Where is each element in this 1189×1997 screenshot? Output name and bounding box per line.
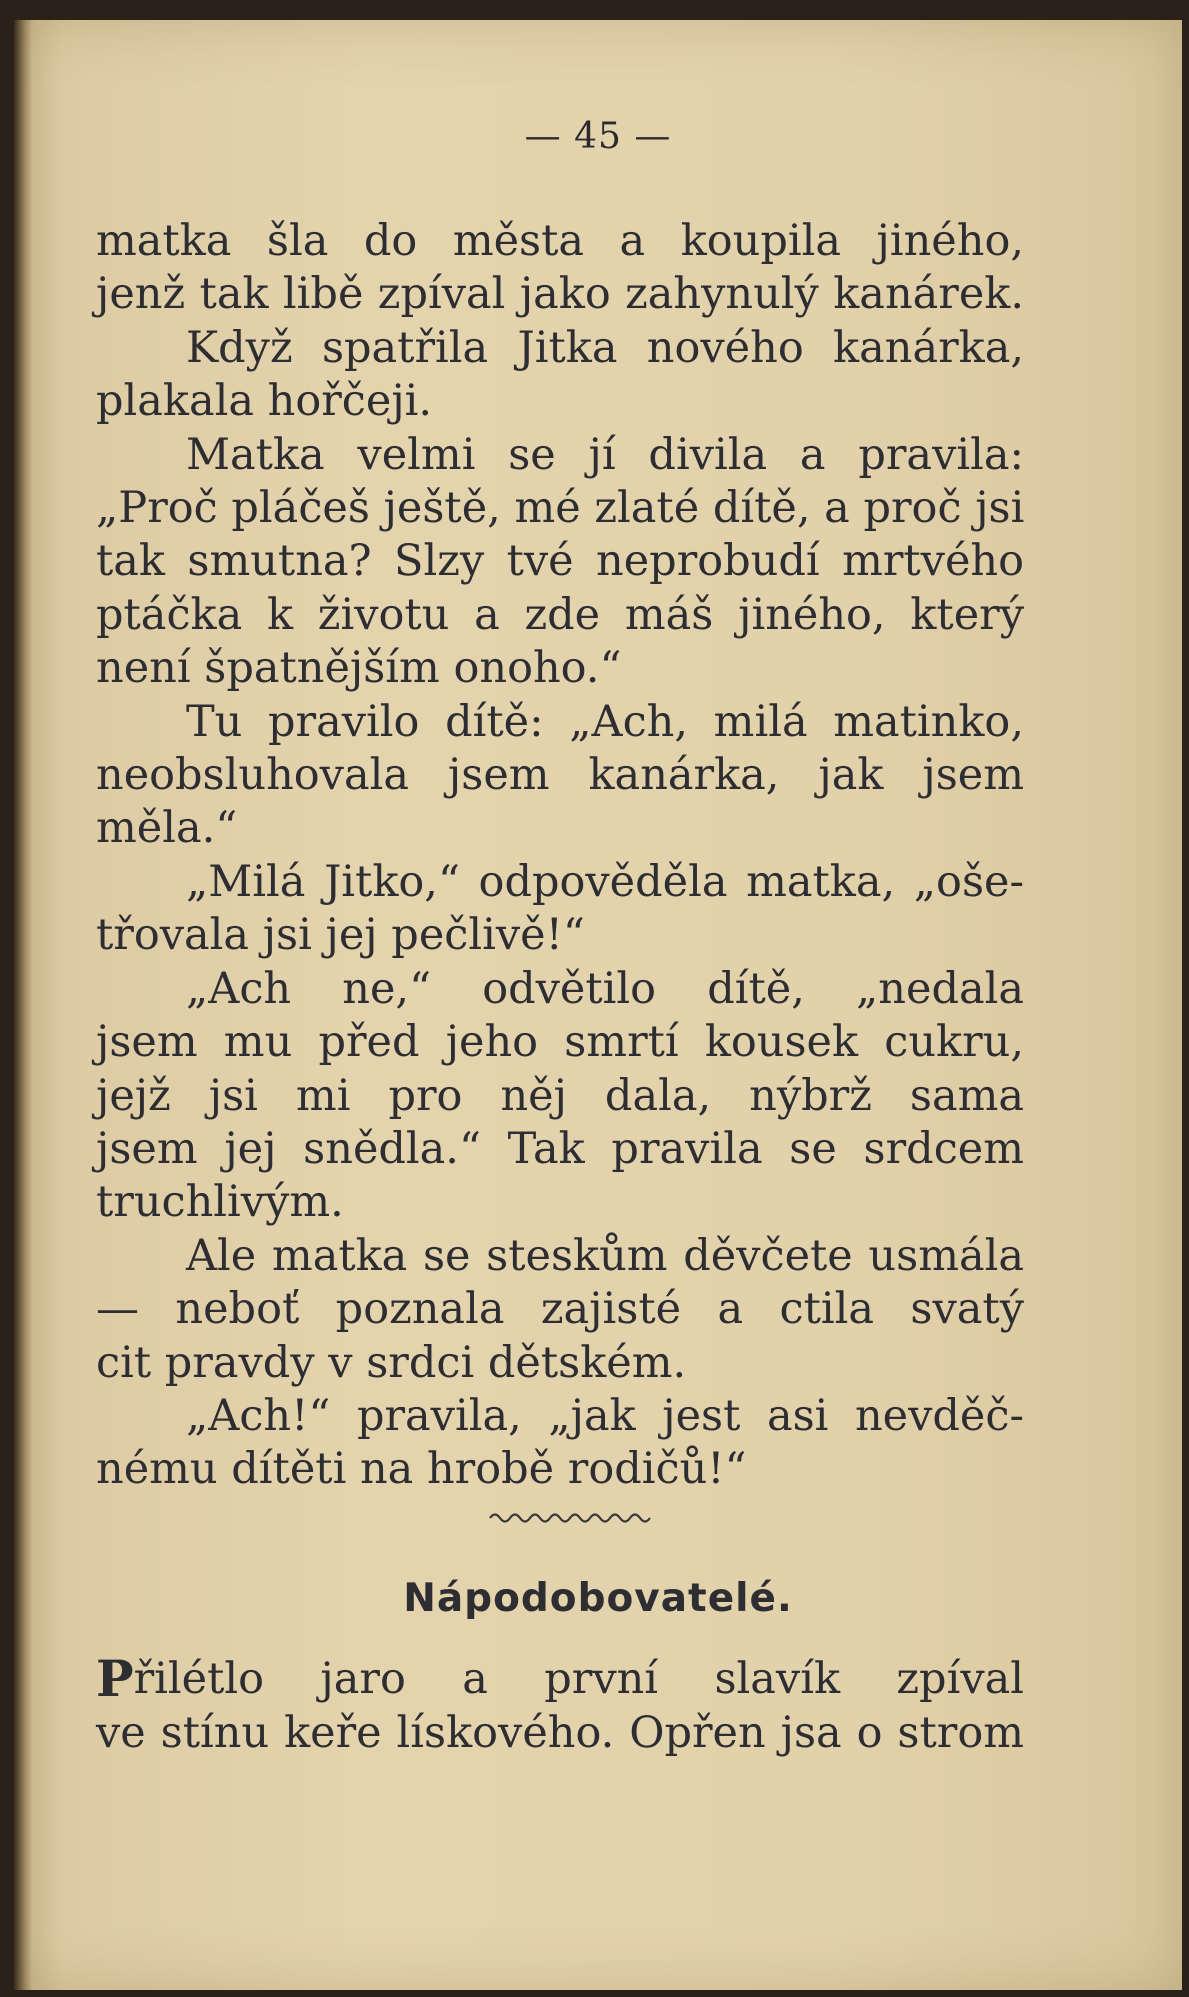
text-line: ptáčka k životu a zde máš jiného, který [96, 589, 1024, 640]
text-line: jenž tak libě zpíval jako zahynulý kanárek. [96, 269, 1024, 320]
section-text [96, 1649, 1024, 1760]
text-line: Když spatřila Jitka nového kanárka, [186, 322, 1024, 373]
text-line: „Ach ne,“ odvětilo dítě, „nedala [186, 963, 1024, 1014]
text-line-rest: řilétlo jaro a první slavík zpíval [133, 1654, 1024, 1704]
text-line: jsem jej snědla.“ Tak pravila se srdcem [96, 1123, 1024, 1174]
text-line: Matka velmi se jí divila a pravila: [186, 429, 1024, 480]
text-line: „Milá Jitko,“ odpověděla matka, „oše- [186, 856, 1024, 907]
text-line: třovala jsi jej pečlivě!“ [96, 910, 585, 961]
spine-shadow [14, 20, 32, 1990]
text-line: měla.“ [96, 803, 238, 854]
wavy-divider-ornament [488, 1508, 653, 1526]
section-title: Nápodobovatelé. [403, 1576, 793, 1621]
text-line: není špatnějším onoho.“ [96, 643, 622, 694]
text-line: neobsluhovala jsem kanárka, jak jsem [96, 750, 1024, 801]
text-line: jsem mu před jeho smrtí kousek cukru, [96, 1017, 1024, 1068]
text-line: plakala hořčeji. [96, 376, 433, 427]
story-text [96, 215, 1024, 1497]
page-number: — 45 — [524, 116, 672, 157]
text-line: ve stínu keře lískového. Opřen jsa o strom [96, 1708, 1024, 1758]
text-line: jejž jsi mi pro něj dala, nýbrž sama [96, 1070, 1024, 1121]
drop-cap: P [96, 1649, 134, 1708]
text-line: truchlivým. [96, 1177, 344, 1228]
text-line: nému dítěti na hrobě rodičů!“ [96, 1444, 747, 1495]
text-line: tak smutna? Slzy tvé neprobudí mrtvého [96, 536, 1024, 587]
text-line: Ale matka se steskům děvčete usmála [186, 1230, 1024, 1281]
text-line: cit pravdy v srdci dětském. [96, 1337, 687, 1388]
text-line: matka šla do města a koupila jiného, [96, 216, 1024, 266]
text-line: „Proč pláčeš ještě, mé zlaté dítě, a proč jsi [96, 483, 1025, 534]
text-line: Tu pravilo dítě: „Ach, milá matinko, [186, 696, 1024, 747]
text-line: „Ach!“ pravila, „jak jest asi nevděč- [186, 1390, 1024, 1441]
text-line: — neboť poznala zajisté a ctila svatý [96, 1284, 1024, 1335]
book-page [14, 20, 1182, 1990]
text-line [96, 1649, 1024, 1708]
